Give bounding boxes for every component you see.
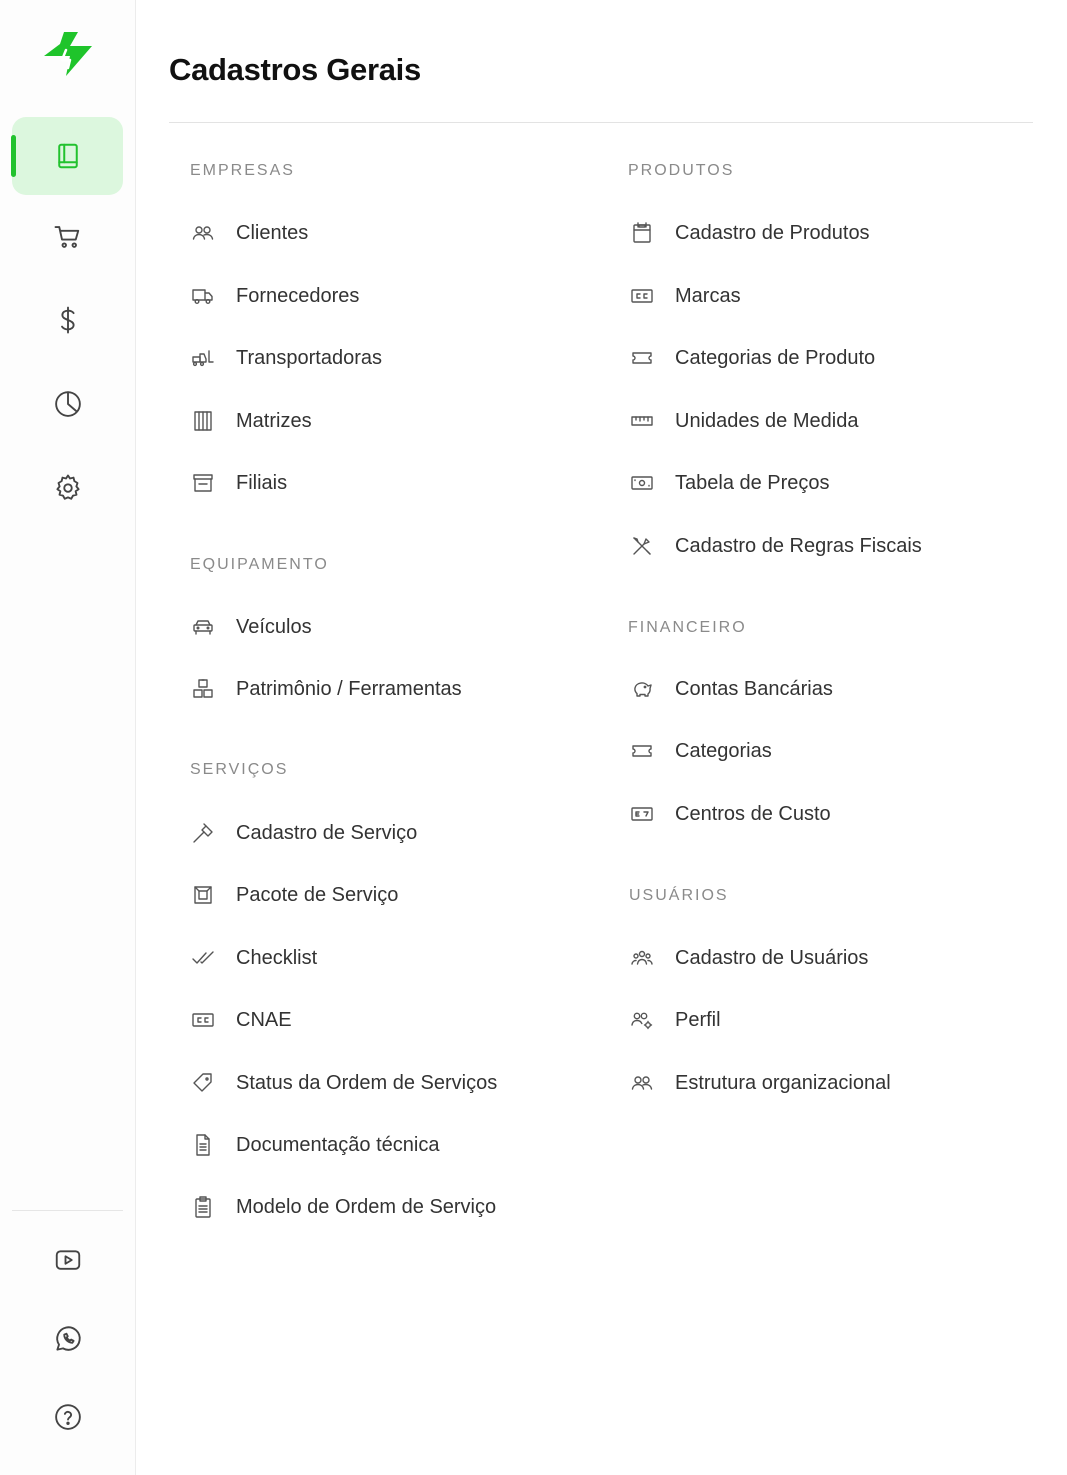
menu-item-checklist[interactable] [190,940,317,976]
menu-item-modelo-os[interactable] [190,1189,496,1225]
card-icon [629,801,655,827]
bolt-logo-icon[interactable] [40,30,96,78]
menu-item-label: Estrutura organizacional [675,1071,891,1094]
menu-item-patrimonio[interactable] [190,671,462,707]
cc-badge-icon [190,1007,216,1033]
title-divider [169,122,1033,123]
menu-item-label: Marcas [675,284,741,307]
section-title-financeiro: FINANCEIRO [628,619,747,636]
menu-item-cadastro-servico[interactable] [190,815,417,851]
menu-item-pacote-servico[interactable] [190,877,398,913]
video-play-icon [53,1245,83,1275]
cart-icon [53,222,83,252]
menu-item-unidades-medida[interactable] [629,403,858,439]
menu-item-contas-bancarias[interactable] [629,671,833,707]
book-icon [53,141,83,171]
menu-item-documentacao[interactable] [190,1127,439,1163]
menu-item-label: Checklist [236,946,318,969]
menu-item-perfil[interactable] [629,1002,721,1038]
menu-item-categorias-produto[interactable] [629,340,875,376]
nav-configuracoes[interactable] [12,449,123,527]
menu-item-label: Categorias [675,739,772,762]
menu-item-centros-custo[interactable] [629,796,831,832]
menu-item-label: Modelo de Ordem de Serviço [236,1195,497,1218]
menu-item-cnae[interactable] [190,1002,292,1038]
document-icon [190,1132,216,1158]
section-title-produtos: PRODUTOS [628,162,735,179]
menu-item-veiculos[interactable] [190,609,312,645]
menu-item-label: Status da Ordem de Serviços [236,1071,498,1094]
menu-item-label: Contas Bancárias [675,677,833,700]
menu-item-label: CNAE [236,1008,292,1031]
pie-chart-icon [53,389,83,419]
car-icon [190,614,216,640]
boxes-icon [190,676,216,702]
nav-ajuda[interactable] [12,1378,123,1456]
users-icon [190,220,216,246]
ruler-icon [629,408,655,434]
menu-item-label: Documentação técnica [236,1133,440,1156]
nav-cadastros[interactable] [12,117,123,195]
menu-item-tabela-precos[interactable] [629,465,830,501]
menu-item-filiais[interactable] [190,465,287,501]
menu-item-label: Cadastro de Regras Fiscais [675,534,922,557]
tag-icon [190,1070,216,1096]
menu-item-cadastro-usuarios[interactable] [629,940,868,976]
section-title-empresas: EMPRESAS [190,162,295,179]
menu-item-label: Pacote de Serviço [236,883,399,906]
nav-relatorios[interactable] [12,365,123,443]
nav-financeiro[interactable] [12,281,123,359]
calendar-icon [629,220,655,246]
users-group-icon [629,945,655,971]
clipboard-icon [190,1194,216,1220]
section-title-servicos: SERVIÇOS [190,761,289,778]
sidebar-divider [12,1210,123,1211]
menu-item-fornecedores[interactable] [190,278,359,314]
menu-item-estrutura-organizacional[interactable] [629,1065,891,1101]
store-icon [190,470,216,496]
menu-item-label: Unidades de Medida [675,409,859,432]
menu-item-label: Tabela de Preços [675,471,830,494]
menu-item-marcas[interactable] [629,278,741,314]
menu-item-label: Perfil [675,1008,721,1031]
forklift-icon [190,345,216,371]
sidebar [0,0,136,1475]
section-title-usuarios: USUÁRIOS [629,887,729,904]
nav-whatsapp[interactable] [12,1300,123,1378]
menu-item-label: Transportadoras [236,346,382,369]
menu-item-label: Cadastro de Produtos [675,221,870,244]
menu-item-clientes[interactable] [190,215,308,251]
menu-item-regras-fiscais[interactable] [629,528,922,564]
menu-item-matrizes[interactable] [190,403,312,439]
menu-item-status-os[interactable] [190,1065,497,1101]
help-circle-icon [53,1402,83,1432]
menu-item-label: Veículos [236,615,312,638]
menu-item-label: Clientes [236,221,309,244]
cash-icon [629,470,655,496]
menu-item-cadastro-produtos[interactable] [629,215,870,251]
menu-item-label: Categorias de Produto [675,346,876,369]
menu-item-transportadoras[interactable] [190,340,382,376]
menu-item-label: Patrimônio / Ferramentas [236,677,462,700]
menu-item-label: Matrizes [236,409,312,432]
dollar-icon [53,305,83,335]
users-gear-icon [629,1007,655,1033]
cc-badge-icon [629,283,655,309]
ticket-icon [629,738,655,764]
users-icon [629,1070,655,1096]
piggy-bank-icon [629,676,655,702]
ticket-icon [629,345,655,371]
main-content [137,0,1067,1475]
whatsapp-icon [53,1324,83,1354]
menu-item-label: Filiais [236,471,288,494]
page-title: Cadastros Gerais [169,52,421,87]
hammer-icon [190,820,216,846]
menu-item-categorias[interactable] [629,733,772,769]
nav-vendas[interactable] [12,198,123,276]
menu-item-label: Cadastro de Serviço [236,821,418,844]
gear-icon [53,473,83,503]
nav-videos[interactable] [12,1221,123,1299]
menu-item-label: Fornecedores [236,284,360,307]
menu-item-label: Cadastro de Usuários [675,946,869,969]
menu-item-label: Centros de Custo [675,802,831,825]
building-icon [190,408,216,434]
truck-icon [190,283,216,309]
package-icon [190,882,216,908]
tools-cross-icon [629,533,655,559]
section-title-equipamento: EQUIPAMENTO [190,556,329,573]
double-check-icon [190,945,216,971]
